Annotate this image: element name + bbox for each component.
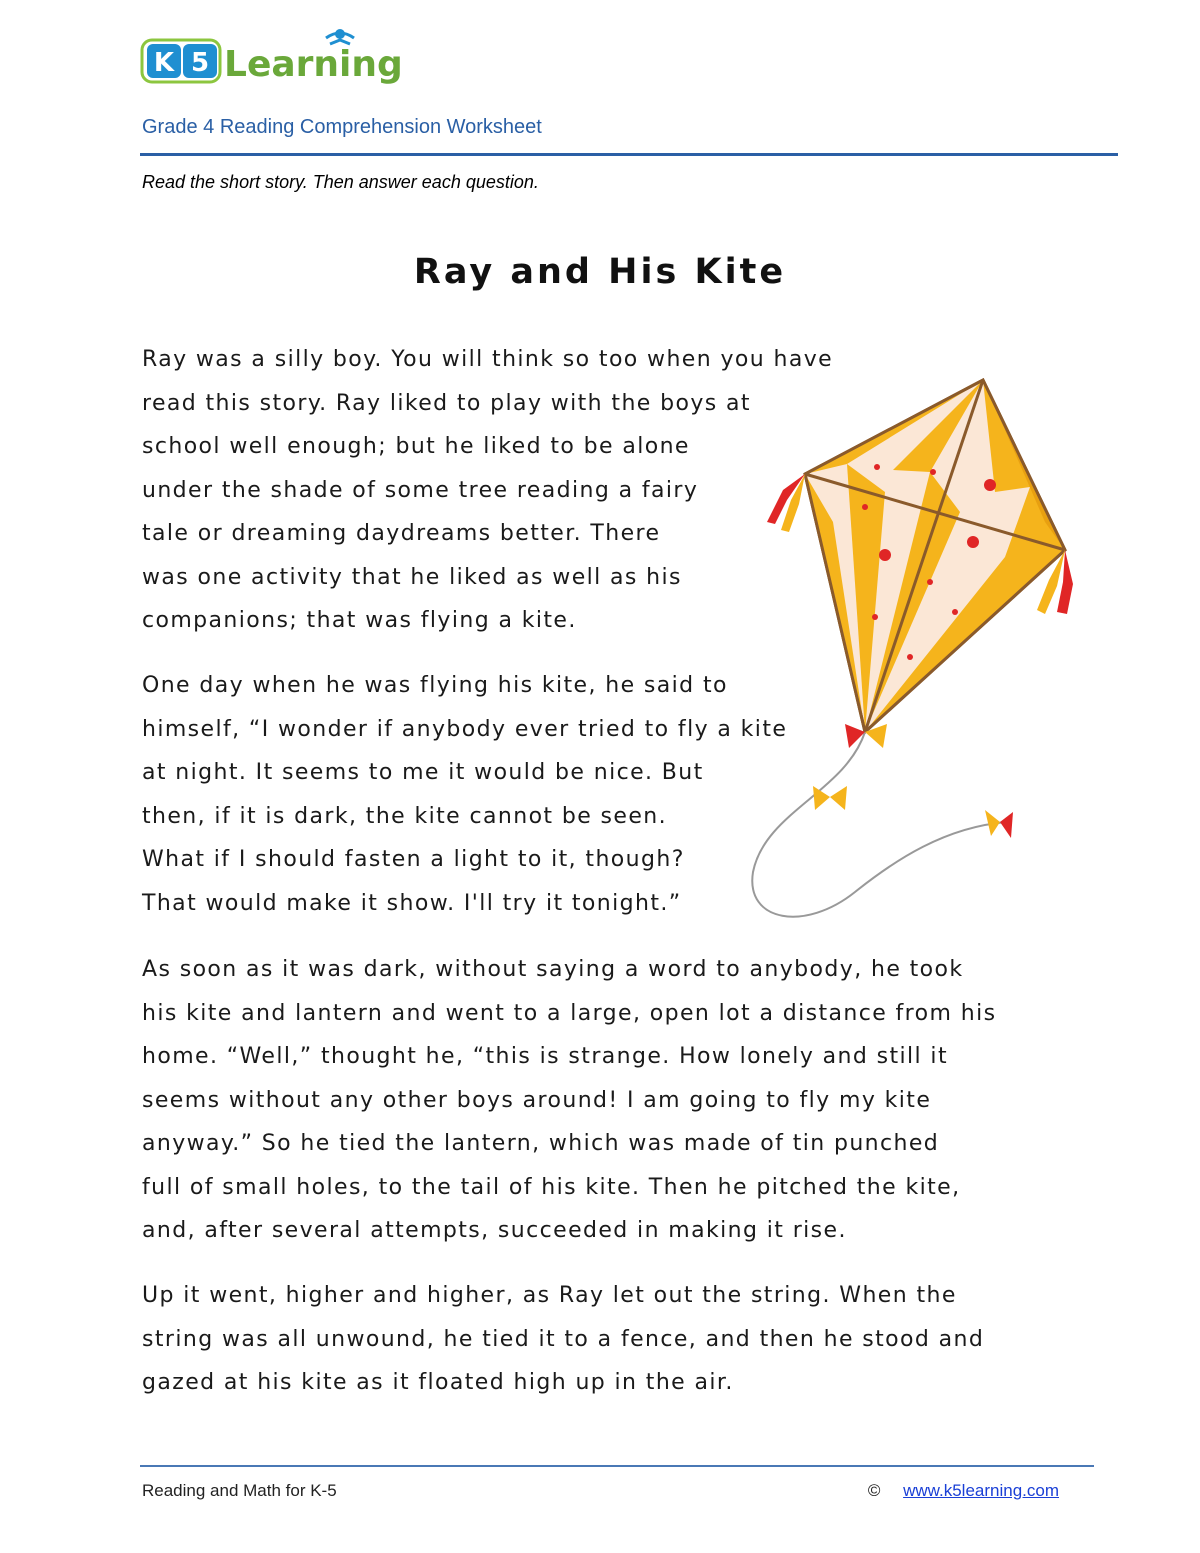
- story-line: As soon as it was dark, without saying a word to anybody, he took: [142, 957, 964, 982]
- story-line: read this story. Ray liked to play with the boys at: [142, 390, 751, 416]
- worksheet-subtitle: Grade 4 Reading Comprehension Worksheet: [142, 116, 542, 138]
- story-paragraph-3: [142, 948, 996, 1253]
- story-line: under the shade of some tree reading a fairy: [142, 477, 699, 503]
- story-line: full of small holes, to the tail of his kite. Then he pitched the kite,: [142, 1174, 961, 1200]
- story-line: was one activity that he liked as well as his: [142, 564, 682, 590]
- story-line: himself, “I wonder if anybody ever tried to fly a kite: [142, 716, 788, 742]
- story-line: One day when he was flying his kite, he said to: [142, 673, 728, 698]
- footer-tagline: Reading and Math for K-5: [142, 1481, 337, 1500]
- header-divider: [140, 153, 1118, 156]
- story-line: and, after several attempts, succeeded in making it rise.: [142, 1218, 847, 1243]
- k5-learning-logo: [140, 24, 410, 94]
- story-paragraph-2: [142, 664, 787, 925]
- svg-text:5: 5: [190, 48, 210, 78]
- story-line: gazed at his kite as it floated high up in the air.: [142, 1370, 734, 1395]
- story-line: seems without any other boys around! I am going to fly my kite: [142, 1087, 932, 1113]
- story-line: Up it went, higher and higher, as Ray let out the string. When the: [142, 1283, 957, 1308]
- story-line: anyway.” So he tied the lantern, which was made of tin punched: [142, 1131, 940, 1156]
- story-line: string was all unwound, he tied it to a fence, and then he stood and: [142, 1326, 985, 1352]
- svg-text:K: K: [153, 48, 175, 78]
- copyright-symbol: ©: [867, 1481, 881, 1500]
- story-paragraph-1: [142, 338, 833, 643]
- story-line: school well enough; but he liked to be alone: [142, 434, 690, 459]
- story-line: home. “Well,” thought he, “this is strange. How lonely and still it: [142, 1044, 948, 1069]
- story-line: tale or dreaming daydreams better. There: [142, 521, 661, 546]
- footer-divider: [140, 1465, 1094, 1467]
- story-line: companions; that was flying a kite.: [142, 608, 577, 633]
- story-title: Ray and His Kite: [413, 252, 787, 292]
- story-line: That would make it show. I'll try it tonight.”: [142, 890, 682, 916]
- story-line: Ray was a silly boy. You will think so too when you have: [142, 347, 834, 372]
- instructions: Read the short story. Then answer each question.: [142, 172, 539, 192]
- website-link[interactable]: www.k5learning.com: [903, 1481, 1059, 1500]
- footer-credit: [868, 1481, 1059, 1501]
- story-paragraph-4: [142, 1274, 984, 1405]
- svg-text:Learning: Learning: [224, 44, 403, 85]
- story-line: at night. It seems to me it would be nice. But: [142, 760, 704, 785]
- story-line: his kite and lantern and went to a large, open lot a distance from his: [142, 1000, 997, 1026]
- story-line: What if I should fasten a light to it, though?: [142, 847, 685, 872]
- kite-illustration: [745, 372, 1085, 927]
- story-line: then, if it is dark, the kite cannot be seen.: [142, 803, 668, 829]
